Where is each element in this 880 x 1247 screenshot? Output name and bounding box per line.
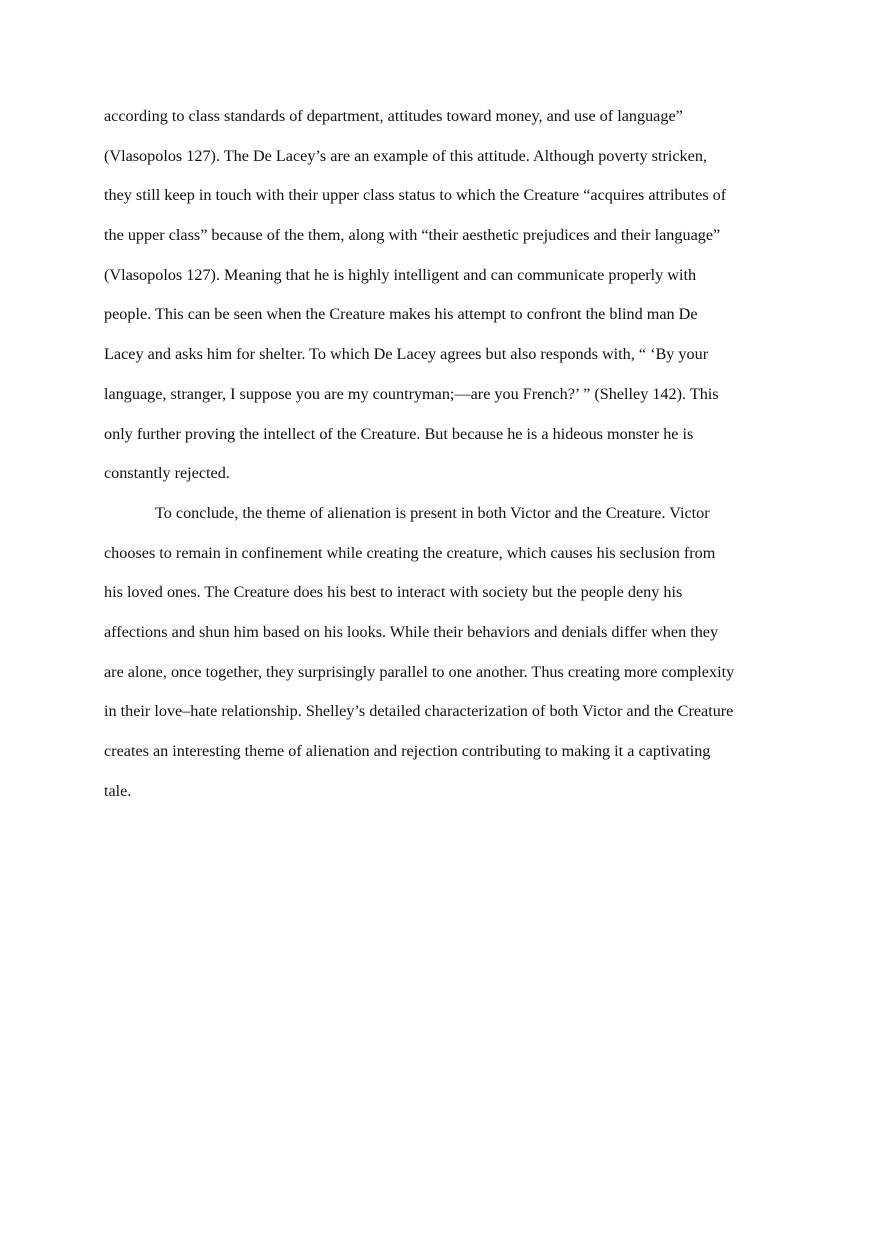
text-line: his loved ones. The Creature does his best to interact with society but the people deny his [104, 583, 683, 602]
text-line: they still keep in touch with their upper class status to which the Creature “acquires attributes of [104, 186, 727, 205]
text-line: Lacey and asks him for shelter. To which De Lacey agrees but also responds with, “ ‘By your [104, 345, 709, 364]
text-line: the upper class” because of the them, along with “their aesthetic prejudices and their language” [104, 226, 721, 245]
text-line: affections and shun him based on his looks. While their behaviors and denials differ when they [104, 622, 719, 641]
text-line: people. This can be seen when the Creature makes his attempt to confront the blind man De [104, 305, 698, 324]
text-line: chooses to remain in confinement while creating the creature, which causes his seclusion from [104, 543, 716, 562]
essay-body [104, 102, 784, 816]
text-line: creates an interesting theme of alienation and rejection contributing to making it a captivating [104, 742, 711, 760]
text-line: in their love–hate relationship. Shelley’s detailed characterization of both Victor and the Creature [104, 702, 734, 721]
text-line: language, stranger, I suppose you are my countryman;—are you French?’ ” (Shelley 142). This [104, 384, 719, 403]
paragraph-continued [104, 102, 784, 499]
text-line: (Vlasopolos 127). The De Lacey’s are an example of this attitude. Although poverty stricken, [104, 146, 707, 165]
text-line: (Vlasopolos 127). Meaning that he is highly intelligent and can communicate properly with [104, 265, 697, 284]
text-line: according to class standards of department, attitudes toward money, and use of language” [104, 107, 683, 125]
paragraph-conclusion [104, 499, 784, 817]
text-line: are alone, once together, they surprisingly parallel to one another. Thus creating more complexity [104, 662, 735, 681]
text-line: To conclude, the theme of alienation is present in both Victor and the Creature. Victor [155, 503, 710, 522]
text-line: tale. [104, 781, 132, 800]
text-line: constantly rejected. [104, 464, 230, 483]
text-line: only further proving the intellect of the Creature. But because he is a hideous monster he is [104, 424, 694, 443]
